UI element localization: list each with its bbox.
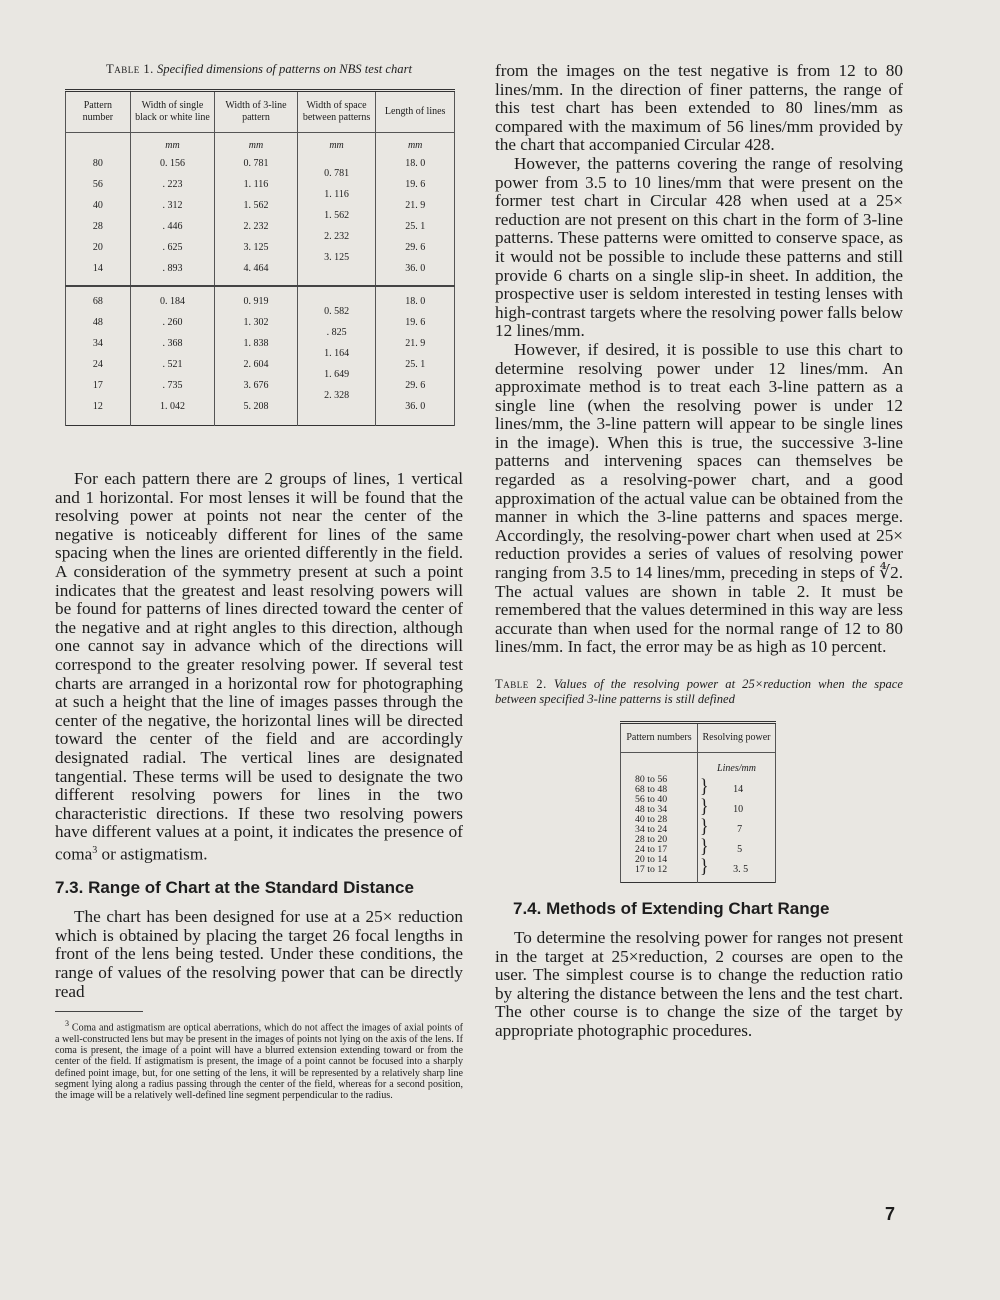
page-number: 7 <box>885 1204 896 1224</box>
table1-group2 <box>66 286 455 426</box>
table1-caption <box>55 62 463 77</box>
t2-resolving-values: Lines/mm } 14 } 10 } 7 } 5 } 3. 5 <box>698 753 776 883</box>
table2-title: Values of the resolving power at 25×reduction when the space between specified 3-line patterns is still defined <box>495 677 903 706</box>
t1-g2-line-width: 0. 184 . 260 . 368 . 521 . 735 1. 042 <box>130 286 214 426</box>
footnote: $^3$ Coma and astigmatism are optical aberrations, which do not affect the images of axial points of a well-constructed lens but may be present in the images of points not lying on the axis of the lens. If coma is present, the image of a point will have a blurred extension extending toward or from the center of the field. If astigmatism is present, the image of a point cannot be focused into a sharply defined point image, but, for one setting of the lens, it will be represented by a relatively sharp line segment lying along a radius passing through the center of the field, whereas for a second position, the image will be a relatively well-defined line segment perpendicular to the radius. <box>55 1019 463 1102</box>
t2-pattern-pairs: 80 to 56 68 to 48 56 to 40 48 to 34 40 to 28 34 to 24 28 to 20 24 to 17 20 to 14 17 to 12 <box>621 753 698 883</box>
table2 <box>620 721 776 883</box>
table1-label: Table 1. <box>106 62 154 76</box>
right-paragraph-3: However, if desired, it is possible to use this chart to determine resolving power under 12 lines/mm. An approximate method is to treat each 3-line pattern as a single line (when the resolving power is under 12 lines/mm, the 3-line pattern will appear to be single lines in the image). When this is true, the successive 3-line patterns and intervening spaces can themselves be regarded as a resolving-power chart, and a good approximation of the actual value can be obtained from the manner in which the 3-line patterns and spaces merge. Accordingly, the resolving-power chart when used at 25× reduction provides a series of values of resolving power ranging from 3.5 to 14 lines/mm, preceding in steps of ∜2. The actual values are shown in table 2. It must be remembered that the values determined in this way are less accurate than when used for the normal range of 12 to 80 lines/mm. In fact, the error may be as high as 10 percent. <box>495 339 903 657</box>
t1-g1-line-width: mm 0. 156 . 223 . 312 . 446 . 625 . 893 <box>130 133 214 287</box>
t2-header-patterns: Pattern numbers <box>621 723 698 753</box>
table1-title: Specified dimensions of patterns on NBS test chart <box>156 62 412 76</box>
t1-header-line-width: Width of single black or white line <box>130 91 214 133</box>
table1-group1 <box>66 133 455 287</box>
left-paragraph-1: For each pattern there are 2 groups of lines, 1 vertical and 1 horizontal. For most lenses it will be found that the resolving power at points not near the center of the negative is noticeably different for lines of the same spacing when the lines are oriented differently in the field. A consideration of the symmetry present at such a point indicates that the greatest and least resolving powers will be found for patterns of lines directed toward the center of the negative and at right angles to this direction, although one cannot say in advance which of the directions will correspond to the greater resolving power. If several test charts are arranged in a horizontal row for photographing at such a height that the line of images passes through the center of the negative, the horizontal lines will be directed toward the center of the field and are accordingly designated radial. The vertical lines are designated tangential. These terms will be used to designate the two different resolving powers for lines in the two characteristic directions. If these two resolving powers have different values at a point, it indicates the presence of coma$^3$ or astigmatism. <box>55 469 463 864</box>
section-heading-7-4: 7.4. Methods of Extending Chart Range <box>513 899 830 918</box>
right-paragraph-4: To determine the resolving power for ranges not present in the target at 25×reduction, 2 courses are open to the user. The simplest course is to change the reduction ratio by altering the distance between the lens and the test chart. The other course is to change the size of the target by appropriate photographic procedures. <box>495 928 903 1040</box>
table2-label: Table 2. <box>495 677 547 691</box>
footnote-ref: 3 <box>92 844 98 856</box>
left-column <box>55 62 463 1102</box>
t1-g2-length: 18. 0 19. 6 21. 9 25. 1 29. 6 36. 0 <box>376 286 455 426</box>
t1-g2-space: 0. 582 . 825 1. 164 1. 649 2. 328 <box>297 286 376 426</box>
t2-header-resolving: Resolving power <box>698 723 776 753</box>
right-paragraph-2: However, the patterns covering the range of resolving power from 3.5 to 10 lines/mm that were present on the former test chart in Circular 428 when used at a 25× reduction are not present on this chart in the form of 3-line patterns. These patterns were omitted to conserve space, as it would not be possible to include these patterns and still provide 6 charts on a single slip-in sheet. In addition, the prospective user is seldom interested in testing lenses with high-contrast targets where the resolving power falls below 12 lines/mm. <box>495 153 903 341</box>
t1-g2-pattern: 68 48 34 24 17 12 <box>66 286 131 426</box>
t1-header-length: Length of lines <box>376 91 455 133</box>
footnote-rule <box>55 1011 143 1012</box>
t1-header-pattern: Pattern number <box>66 91 131 133</box>
t1-g1-space: mm 0. 781 1. 116 1. 562 2. 232 3. 125 <box>297 133 376 287</box>
t1-g2-pattern-width: 0. 919 1. 302 1. 838 2. 604 3. 676 5. 208 <box>215 286 298 426</box>
table1 <box>65 89 455 426</box>
t1-g1-pattern-width: mm 0. 781 1. 116 1. 562 2. 232 3. 125 4. 464 <box>215 133 298 287</box>
t1-header-space: Width of space between patterns <box>297 91 376 133</box>
right-paragraph-1: from the images on the test negative is from 12 to 80 lines/mm. In the direction of finer patterns, the range of this test chart has been extended to 80 lines/mm as compared with the maximum of 56 lines/mm provided by the chart that accompanied Circular 428. <box>495 61 903 155</box>
right-column <box>495 62 903 1041</box>
t1-g1-pattern: 80 56 40 28 20 14 <box>66 133 131 287</box>
left-paragraph-2: The chart has been designed for use at a 25× reduction which is obtained by placing the target 26 focal lengths in front of the lens being tested. Under these conditions, the range of values of the resolving power that can be directly read <box>55 907 463 1001</box>
section-heading-7-3: 7.3. Range of Chart at the Standard Distance <box>55 878 414 898</box>
table2-caption <box>495 677 903 707</box>
t1-header-pattern-width: Width of 3-line pattern <box>215 91 298 133</box>
t1-g1-length: mm 18. 0 19. 6 21. 9 25. 1 29. 6 36. 0 <box>376 133 455 287</box>
